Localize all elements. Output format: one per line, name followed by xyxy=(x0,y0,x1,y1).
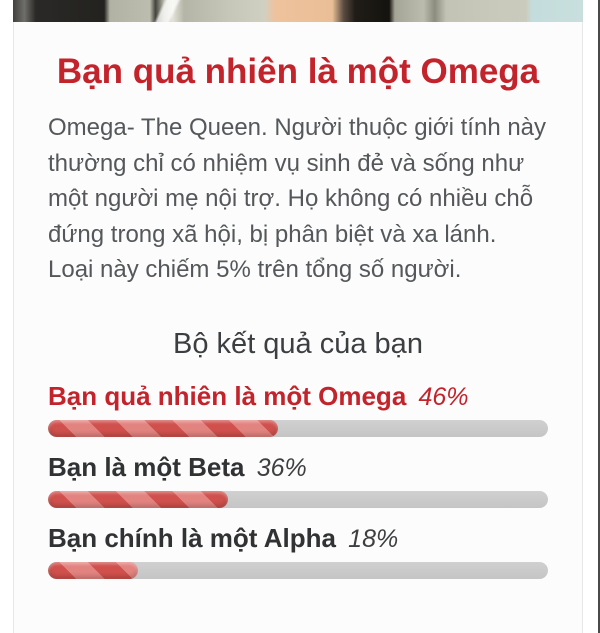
progress-bar-track xyxy=(48,562,548,579)
result-line xyxy=(48,521,548,556)
result-line xyxy=(48,450,548,485)
content-column xyxy=(13,0,583,633)
results-heading: Bộ kết quả của bạn xyxy=(173,327,423,360)
progress-bar-track xyxy=(48,491,548,508)
result-percent: 36% xyxy=(256,453,307,482)
progress-bar-fill xyxy=(48,562,138,579)
result-percent: 46% xyxy=(418,382,469,411)
result-card xyxy=(13,22,583,633)
result-percent: 18% xyxy=(348,524,399,553)
result-title: Bạn quả nhiên là một Omega xyxy=(56,52,540,91)
result-label: Bạn chính là một Alpha xyxy=(48,522,344,553)
result-label: Bạn là một Beta xyxy=(48,451,252,482)
result-label: Bạn quả nhiên là một Omega xyxy=(48,380,414,411)
progress-bar-track xyxy=(48,420,548,437)
progress-bar-fill xyxy=(48,491,228,508)
result-description: Omega- The Queen. Người thuộc giới tính này thường chỉ có nhiệm vụ sinh đẻ và sống như một người mẹ nội trợ. Họ không có nhiều chỗ đứng trong xã hội, bị phân biệt và xa lánh. Loại này chiếm 5% trên tổng số người. xyxy=(48,114,547,283)
results-list xyxy=(48,379,548,579)
result-line xyxy=(48,379,548,414)
result-row xyxy=(48,450,548,508)
progress-bar-fill xyxy=(48,420,278,437)
result-row xyxy=(48,521,548,579)
result-row xyxy=(48,379,548,437)
quiz-cover-image xyxy=(13,0,583,22)
